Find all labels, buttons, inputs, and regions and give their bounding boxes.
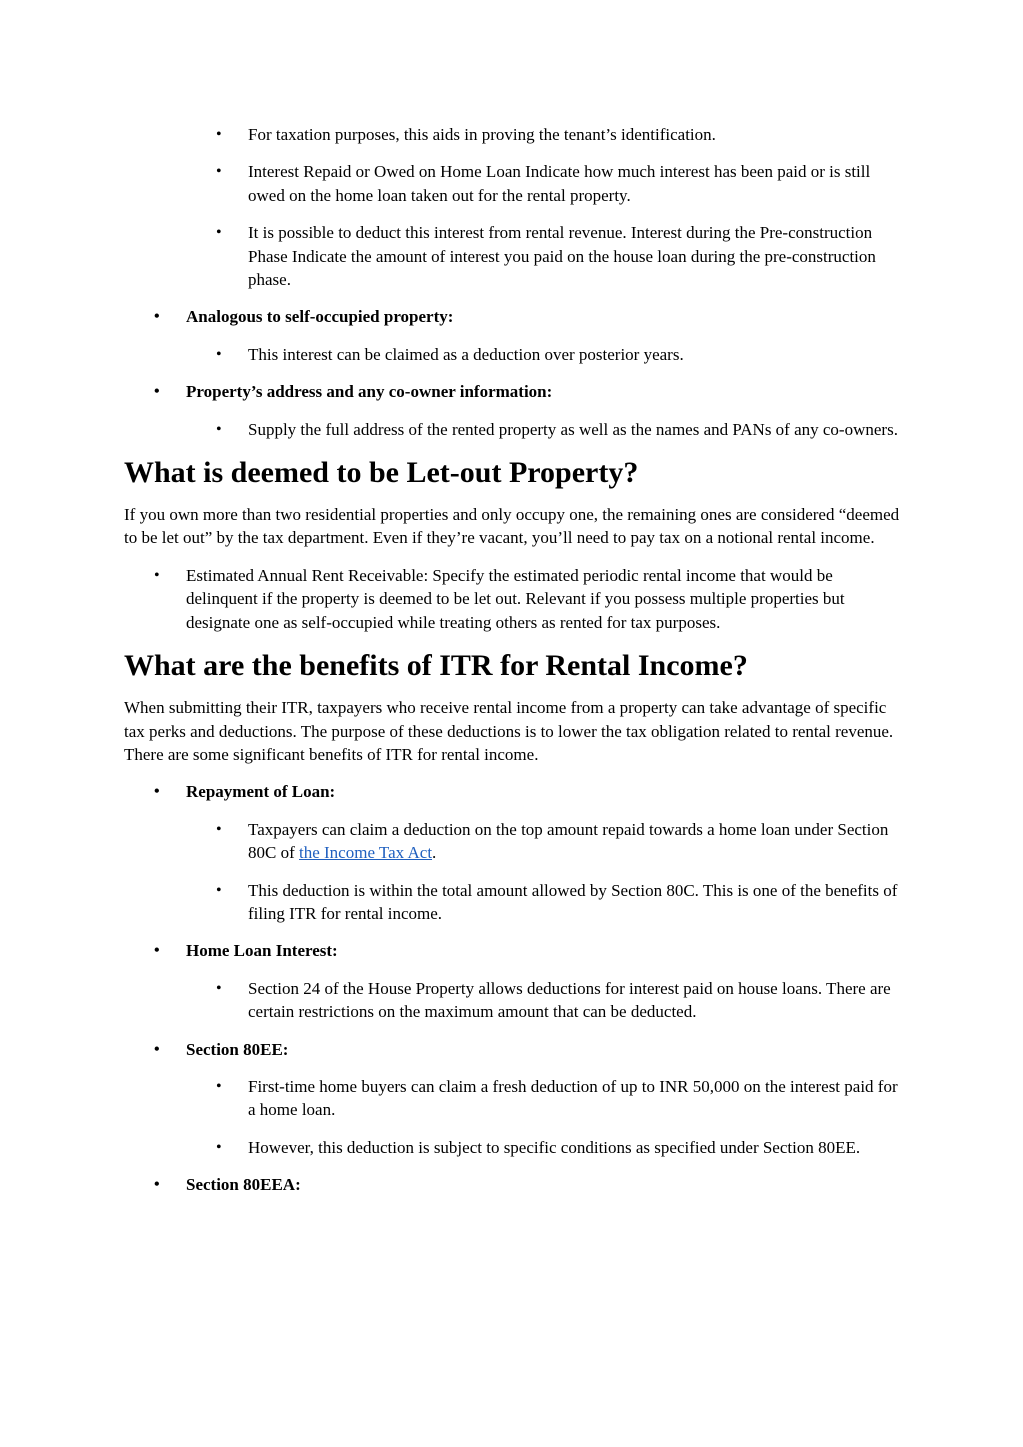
document-page [124, 123, 904, 1211]
list-item-heading-80ee: • Section 80EE: [124, 1038, 904, 1061]
list-item-text: . [432, 843, 437, 863]
top-bullet-list [124, 123, 904, 441]
income-tax-act-link[interactable]: the Income Tax Act [299, 843, 433, 863]
list-item: • However, this deduction is subject to specific conditions as specified under Section 80EE. [124, 1136, 904, 1159]
list-item-heading: • Property’s address and any co-owner information: [124, 380, 904, 403]
list-item: • Interest Repaid or Owed on Home Loan Indicate how much interest has been paid or is still owed on the home loan taken out for the rental property. [124, 160, 904, 207]
section-heading-itr-benefits: What are the benefits of ITR for Rental Income? [124, 649, 748, 683]
list-item: • This deduction is within the total amount allowed by Section 80C. This is one of the benefits of filing ITR for rental income. [124, 879, 904, 926]
list-item: • This interest can be claimed as a deduction over posterior years. [124, 343, 904, 366]
list-item-heading-home-loan: • Home Loan Interest: [124, 939, 904, 962]
list-item: • Estimated Annual Rent Receivable: Specify the estimated periodic rental income that would be delinquent if the property is deemed to be let out. Relevant if you possess multiple properties but designate one as self-occupied while treating others as rented for tax purposes. [124, 564, 904, 634]
list-item-heading-repayment: • Repayment of Loan: [124, 780, 904, 803]
list-item: • It is possible to deduct this interest from rental revenue. Interest during the Pre-construction Phase Indicate the amount of interest you paid on the house loan during the pre-construction phase. [124, 221, 904, 291]
list-item: • First-time home buyers can claim a fresh deduction of up to INR 50,000 on the interest paid for a home loan. [124, 1075, 904, 1122]
list-item-heading-80eea: • Section 80EEA: [124, 1173, 904, 1196]
list-item: • Section 24 of the House Property allows deductions for interest paid on house loans. There are certain restrictions on the maximum amount that can be deducted. [124, 977, 904, 1024]
list-item-text: Taxpayers can claim a deduction on the top amount repaid towards a home loan under Section 80C of [248, 819, 889, 863]
benefits-list [124, 780, 904, 1196]
list-item [124, 818, 904, 865]
list-item-heading: • Analogous to self-occupied property: [124, 305, 904, 328]
deemed-let-out-list [124, 564, 904, 634]
list-item: • For taxation purposes, this aids in proving the tenant’s identification. [124, 123, 904, 146]
list-item: • Supply the full address of the rented property as well as the names and PANs of any co-owners. [124, 418, 904, 441]
paragraph-itr-benefits: When submitting their ITR, taxpayers who receive rental income from a property can take advantage of specific tax perks and deductions. The purpose of these deductions is to lower the tax obligation related to rental revenue. There are some significant benefits of ITR for rental income. [124, 698, 894, 764]
section-heading-deemed-let-out: What is deemed to be Let-out Property? [124, 456, 639, 490]
paragraph-deemed-let-out: If you own more than two residential properties and only occupy one, the remaining ones are considered “deemed to be let out” by the tax department. Even if they’re vacant, you’ll need to pay tax on a notional rental income. [124, 505, 900, 548]
